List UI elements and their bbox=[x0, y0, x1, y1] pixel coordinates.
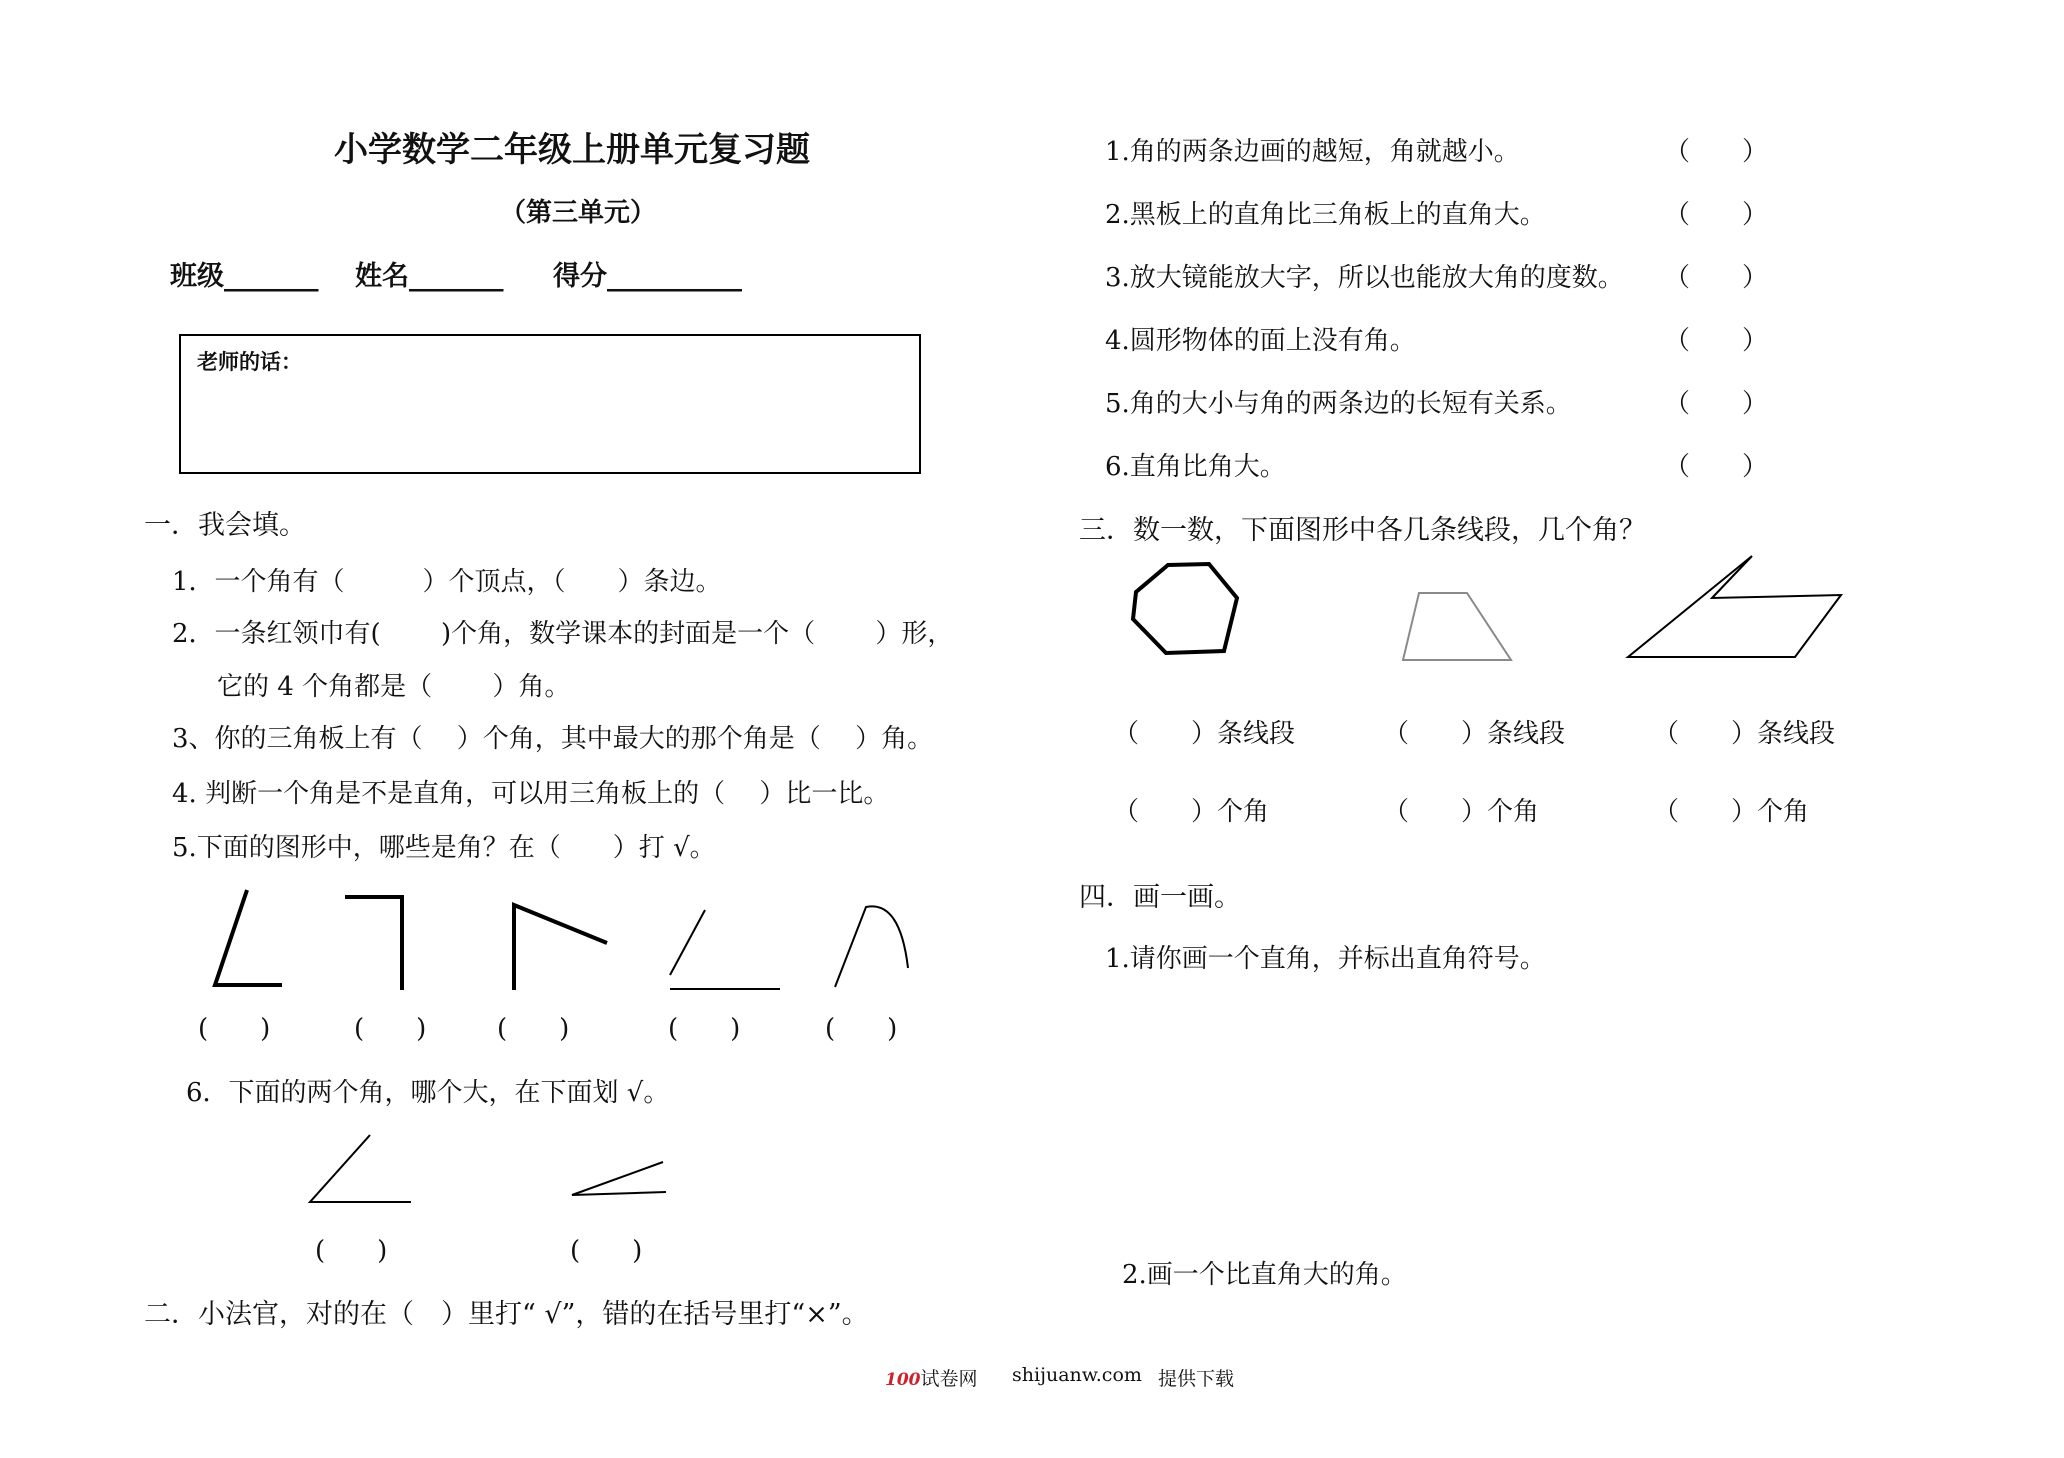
s4-question-2: 2.画一个比直角大的角。 bbox=[1122, 1260, 1407, 1290]
s1-question-3: 3、你的三角板上有（ ）个角，其中最大的那个角是（ ）角。 bbox=[172, 724, 934, 754]
s1-question-5: 5.下面的图形中，哪些是角？在（ ）打 √。 bbox=[172, 833, 716, 863]
s2-item-6-paren[interactable]: （ ） bbox=[1664, 452, 1769, 482]
teacher-comment-label: 老师的话： bbox=[197, 349, 302, 374]
page-title: 小学数学二年级上册单元复习题 bbox=[334, 130, 810, 170]
s3-segments-3[interactable]: （ ）条线段 bbox=[1653, 719, 1836, 749]
s2-item-5-paren[interactable]: （ ） bbox=[1664, 389, 1769, 419]
footer-brand bbox=[885, 1364, 978, 1391]
footer-brand-text: 试卷网 bbox=[920, 1368, 978, 1390]
s2-item-3: 3.放大镜能放大字，所以也能放大角的度数。 bbox=[1105, 263, 1624, 293]
unit-subtitle: （第三单元） bbox=[500, 198, 657, 228]
s3-angles-2[interactable]: （ ）个角 bbox=[1383, 797, 1540, 827]
s1-question-6: 6．下面的两个角，哪个大，在下面划 √。 bbox=[186, 1078, 670, 1108]
footer-note: 提供下载 bbox=[1158, 1368, 1235, 1390]
section2-heading: 二．小法官，对的在（ ）里打“ √”，错的在括号里打“×”。 bbox=[144, 1299, 869, 1330]
q5-answer-5[interactable]: ( ) bbox=[825, 1014, 898, 1044]
s2-item-6: 6.直角比角大。 bbox=[1105, 452, 1286, 482]
s1-question-1: 1．一个角有（ ）个顶点，（ ）条边。 bbox=[172, 567, 722, 597]
s2-item-2: 2.黑板上的直角比三角板上的直角大。 bbox=[1105, 200, 1546, 230]
q5-answer-4[interactable]: ( ) bbox=[668, 1014, 741, 1044]
footer-site[interactable]: shijuanw.com bbox=[1012, 1364, 1142, 1386]
s2-item-4: 4.圆形物体的面上没有角。 bbox=[1105, 326, 1416, 356]
footer-brand-number: 100 bbox=[885, 1370, 921, 1390]
section3-heading: 三．数一数，下面图形中各几条线段，几个角？ bbox=[1079, 515, 1646, 546]
s3-trapezoid bbox=[1403, 593, 1511, 660]
s3-notched-triangle bbox=[1628, 556, 1841, 657]
s2-item-1-paren[interactable]: （ ） bbox=[1664, 137, 1769, 167]
q5-answer-3[interactable]: ( ) bbox=[497, 1014, 570, 1044]
score-field: 得分__________ bbox=[553, 261, 742, 292]
s2-item-5: 5.角的大小与角的两条边的长短有关系。 bbox=[1105, 389, 1572, 419]
s2-item-3-paren[interactable]: （ ） bbox=[1664, 263, 1769, 293]
s1-question-4: 4. 判断一个角是不是直角，可以用三角板上的（ ）比一比。 bbox=[172, 779, 890, 809]
s2-item-4-paren[interactable]: （ ） bbox=[1664, 326, 1769, 356]
s3-segments-1[interactable]: （ ）条线段 bbox=[1113, 719, 1296, 749]
section1-heading: 一．我会填。 bbox=[144, 510, 306, 541]
s2-item-1: 1.角的两条边画的越短，角就越小。 bbox=[1105, 137, 1520, 167]
class-field: 班级_______ bbox=[170, 261, 319, 292]
s3-angles-1[interactable]: （ ）个角 bbox=[1113, 797, 1270, 827]
s1-question-2b: 它的 4 个角都是（ ）角。 bbox=[217, 672, 571, 702]
s1-question-2a: 2．一条红领巾有( )个角，数学课本的封面是一个（ ）形， bbox=[172, 619, 954, 649]
s3-angles-3[interactable]: （ ）个角 bbox=[1653, 797, 1810, 827]
q5-answer-2[interactable]: ( ) bbox=[354, 1014, 427, 1044]
s3-segments-2[interactable]: （ ）条线段 bbox=[1383, 719, 1566, 749]
s4-question-1: 1.请你画一个直角，并标出直角符号。 bbox=[1105, 944, 1546, 974]
q6-answer-2[interactable]: ( ) bbox=[570, 1236, 643, 1266]
name-field: 姓名_______ bbox=[355, 261, 504, 292]
q5-answer-1[interactable]: ( ) bbox=[198, 1014, 271, 1044]
q6-answer-1[interactable]: ( ) bbox=[315, 1236, 388, 1266]
s3-heptagon bbox=[1133, 564, 1237, 653]
section4-heading: 四．画一画。 bbox=[1079, 882, 1241, 913]
s2-item-2-paren[interactable]: （ ） bbox=[1664, 200, 1769, 230]
